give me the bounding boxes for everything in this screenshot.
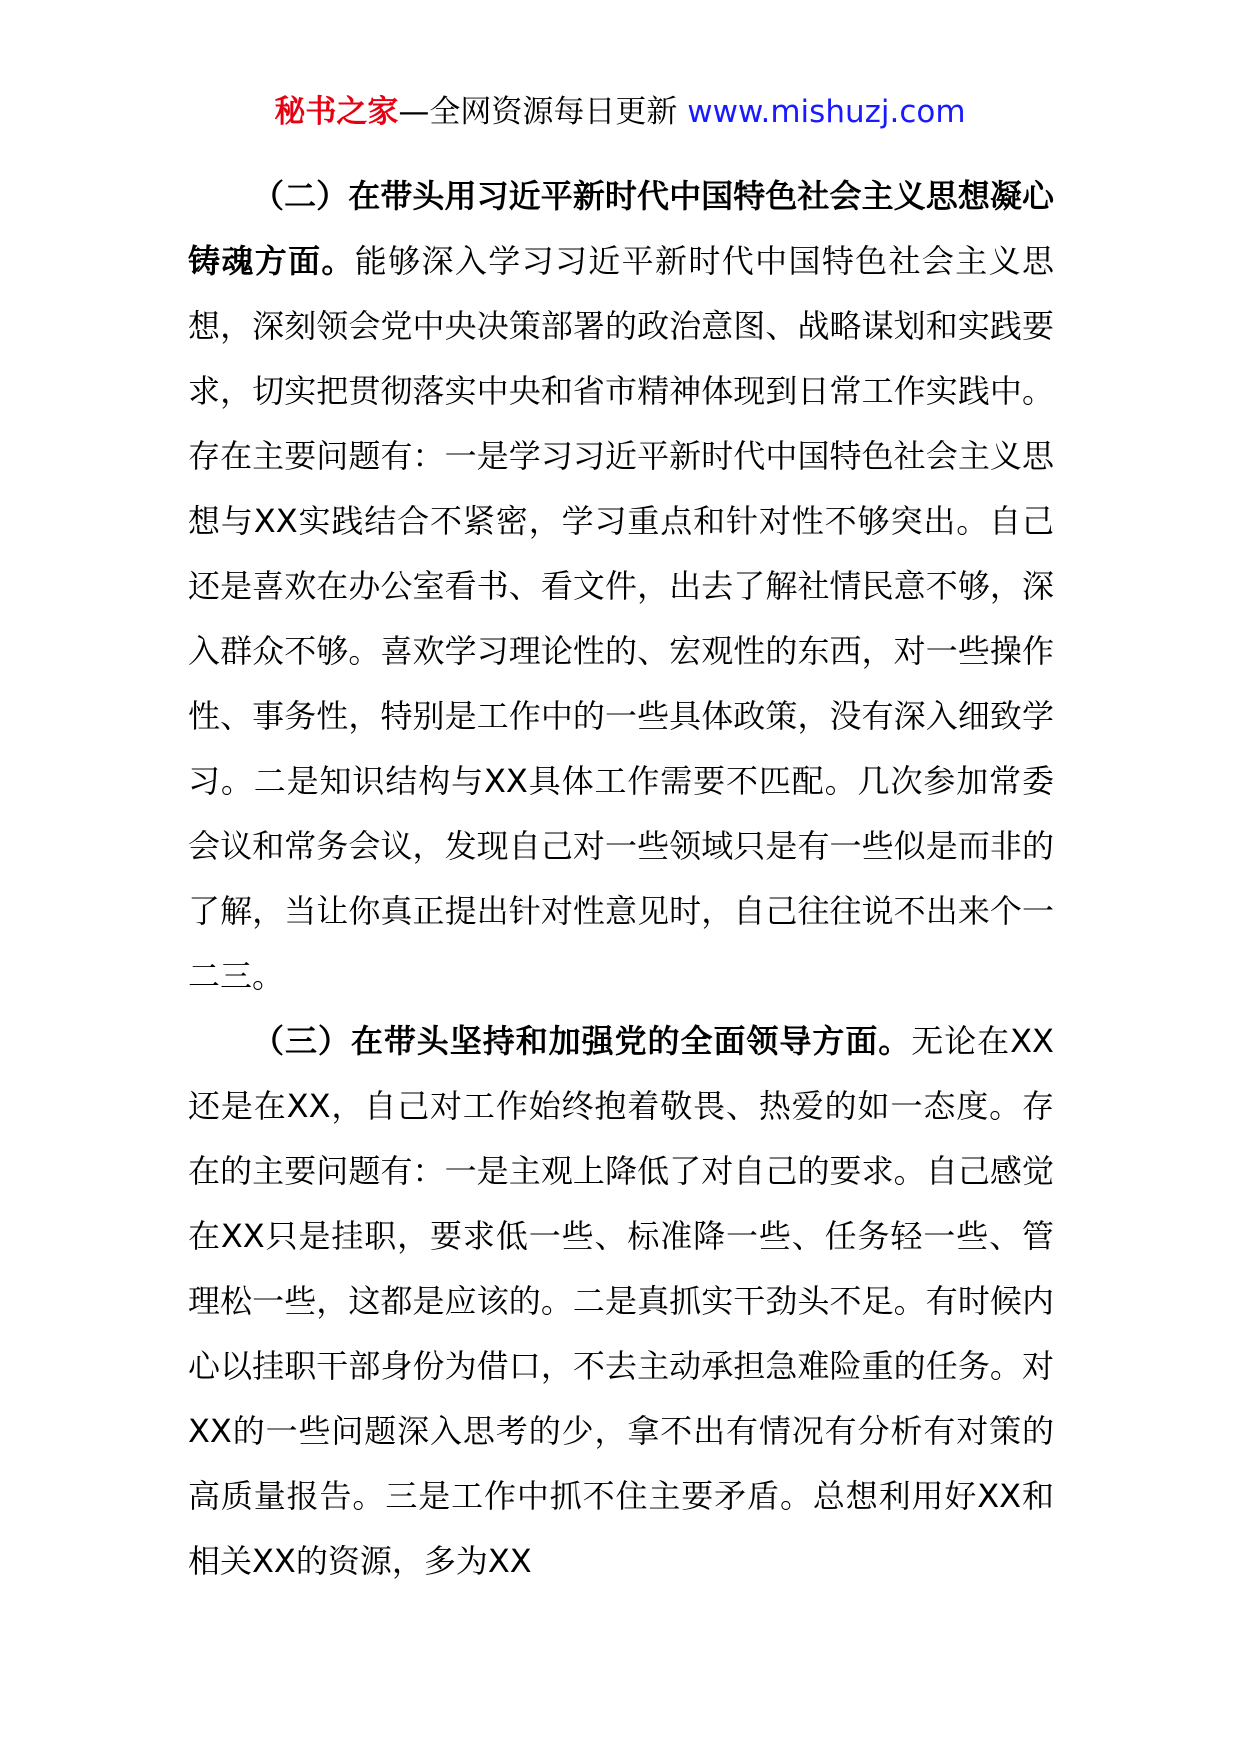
paragraph-section-2 [188,164,1054,1009]
site-url[interactable]: www.mishuzj.com [687,94,966,130]
section-3-body: 无论在XX还是在XX，自己对工作始终抱着敬畏、热爱的如一态度。存在的主要问题有：一是主观上降低了对自己的要求。自己感觉在XX只是挂职，要求低一些、标准降一些、任务轻一些、管理松一些，这都是应该的。二是真抓实干劲头不足。有时候内心以挂职干部身份为借口，不去主动承担急难险重的任务。对XX的一些问题深入思考的少，拿不出有情况有分析有对策的高质量报告。三是工作中抓不住主要矛盾。总想利用好XX和相关XX的资源，多为XX [188,1022,1054,1580]
paragraph-section-3 [188,1009,1054,1594]
section-2-heading: （二）在带头用习近平新时代中国特色社会主义思想凝心铸魂方面。 [188,177,1054,280]
document-body [188,164,1054,1594]
section-2-body: 能够深入学习习近平新时代中国特色社会主义思想，深刻领会党中央决策部署的政治意图、战略谋划和实践要求，切实把贯彻落实中央和省市精神体现到日常工作实践中。存在主要问题有：一是学习习近平新时代中国特色社会主义思想与XX实践结合不紧密，学习重点和针对性不够突出。自己还是喜欢在办公室看书、看文件，出去了解社情民意不够，深入群众不够。喜欢学习理论性的、宏观性的东西，对一些操作性、事务性，特别是工作中的一些具体政策，没有深入细致学习。二是知识结构与XX具体工作需要不匹配。几次参加常委会议和常务会议，发现自己对一些领域只是有一些似是而非的了解，当让你真正提出针对性意见时，自己往往说不出来个一二三。 [188,242,1054,995]
section-3-heading: （三）在带头坚持和加强党的全面领导方面。 [252,1022,912,1060]
site-tagline: —全网资源每日更新 [398,94,678,130]
site-brand: 秘书之家 [274,94,399,130]
site-header [0,92,1240,132]
